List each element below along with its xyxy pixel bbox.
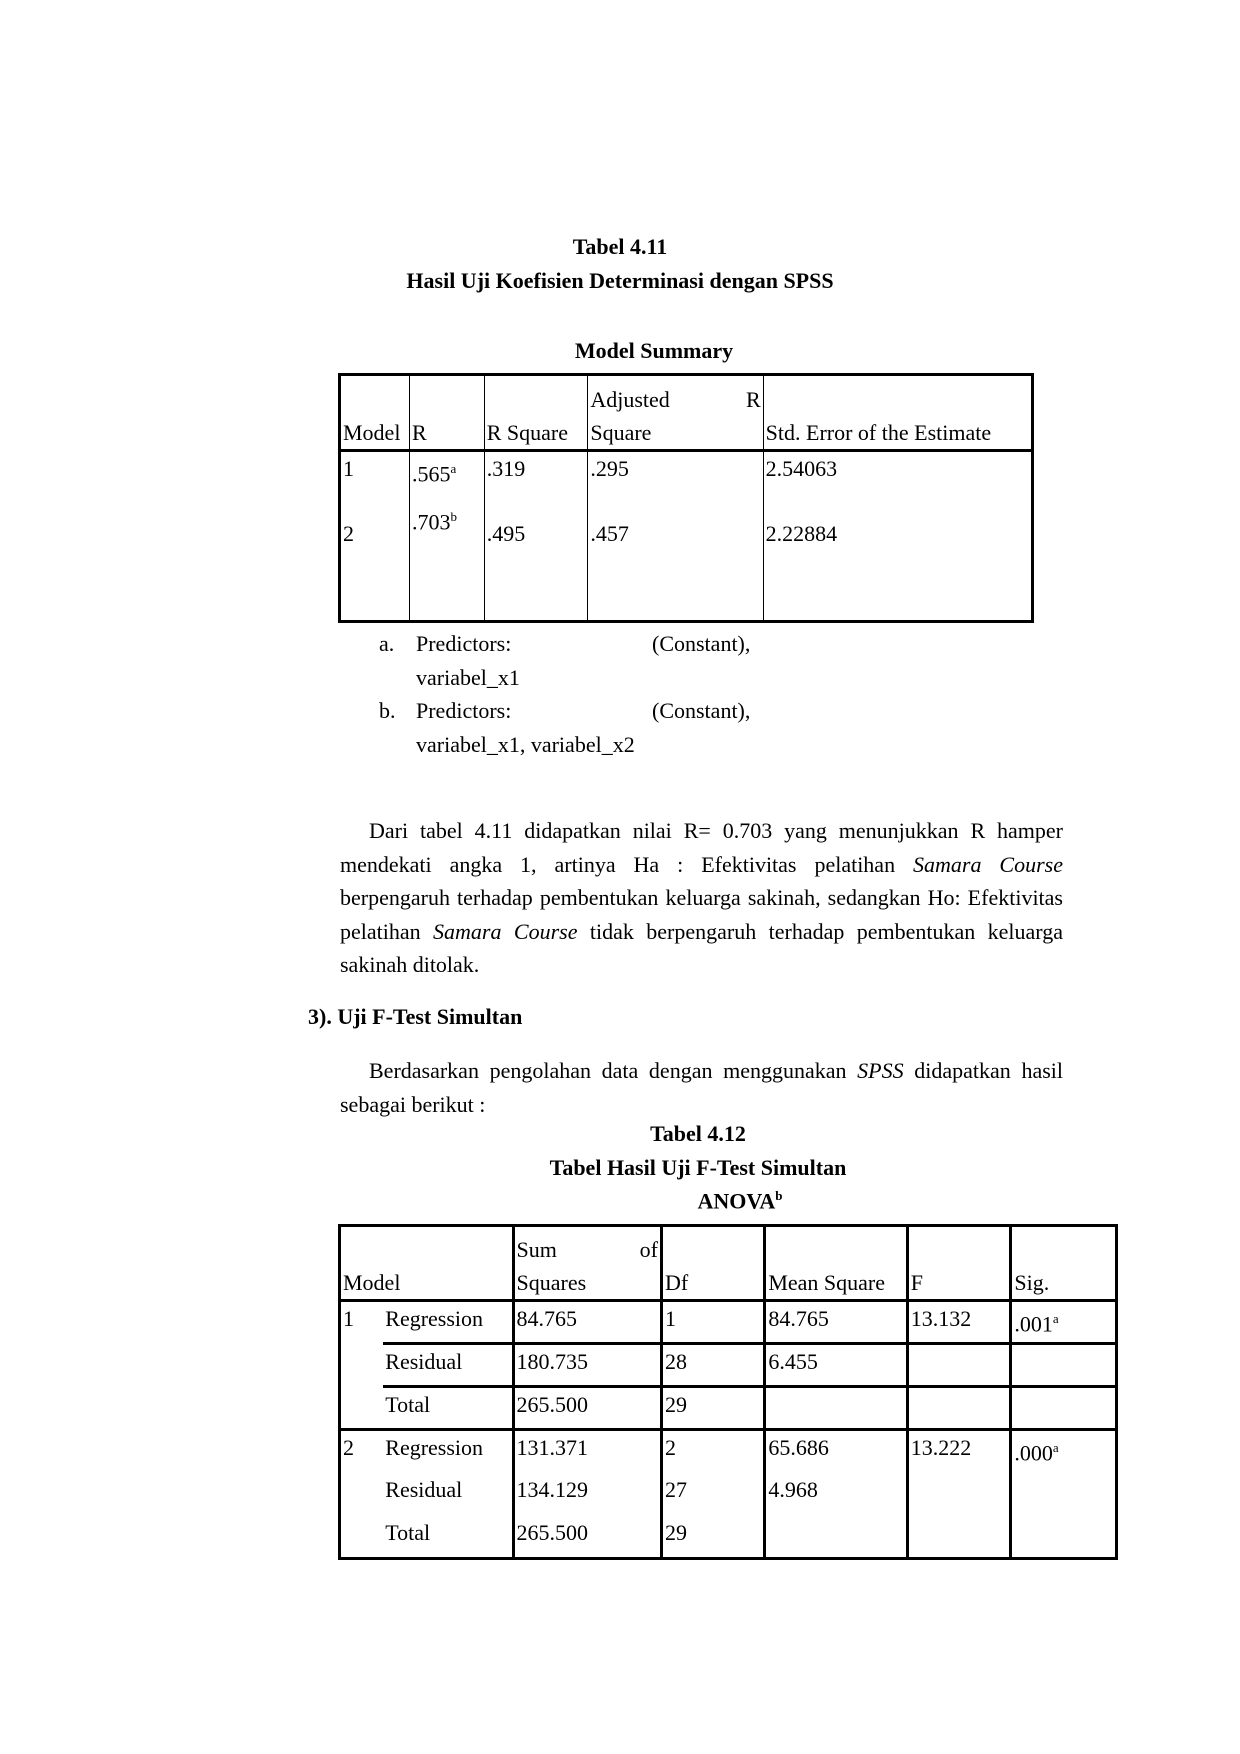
paragraph2-part2: didapatkan hasil sebagai berikut : [340, 1058, 1063, 1117]
anova-table [338, 1224, 1118, 1560]
anova-sig-sup: a [1052, 1311, 1059, 1326]
anova-df: 28 [661, 1344, 764, 1387]
anova-ss: 134.129 [513, 1473, 661, 1516]
anova-ms: 4.968 [765, 1473, 907, 1516]
anova-ms [765, 1387, 907, 1430]
anova-ss: 84.765 [513, 1301, 661, 1344]
header-adjusted-r-square [588, 375, 763, 451]
header-adjusted-word: Adjusted [590, 387, 670, 412]
anova-f: 13.222 [907, 1430, 1011, 1473]
anova-ss: 131.371 [513, 1430, 661, 1473]
row1-r-square: .319 [484, 451, 588, 500]
anova-header-f: F [907, 1226, 1011, 1301]
anova-header-model: Model [340, 1226, 514, 1301]
row1-model: 1 [340, 451, 410, 500]
row1-adjusted: .295 [588, 451, 763, 500]
row2-r-sup: b [450, 508, 457, 524]
anova-sig-value: .001 [1014, 1311, 1053, 1337]
anova-header-sig: Sig. [1014, 1270, 1050, 1295]
paragraph1-emphasis1: Samara Course [913, 851, 1063, 877]
anova-row-m1-regression [340, 1301, 1117, 1344]
anova-ss: 265.500 [513, 1387, 661, 1430]
paragraph2-emphasis: SPSS [857, 1058, 904, 1083]
anova-ms: 84.765 [765, 1301, 907, 1344]
row1-r-value: .565 [411, 461, 451, 487]
anova-source: Residual [383, 1473, 513, 1516]
header-model: Model [340, 375, 410, 451]
anova-source: Total [383, 1516, 513, 1559]
note-a-constant: (Constant), [652, 631, 751, 656]
header-std-error: Std. Error of the Estimate [765, 420, 992, 445]
anova-ss: 265.500 [513, 1516, 661, 1559]
anova-ms [765, 1516, 907, 1559]
anova-title [120, 1188, 1240, 1214]
anova-sig [1011, 1301, 1117, 1344]
anova-sig [1011, 1516, 1117, 1559]
model-summary-table [338, 373, 1034, 623]
row2-adjusted: .457 [588, 500, 763, 622]
header-adjusted-r: R [745, 387, 761, 412]
anova-row-m2-total [340, 1516, 1117, 1559]
note-a-predictors: Predictors: [416, 631, 512, 656]
row1-r [409, 451, 484, 500]
anova-df: 29 [661, 1516, 764, 1559]
anova-sig [1011, 1344, 1117, 1387]
note-b-marker: b. [379, 698, 396, 723]
anova-f [907, 1473, 1011, 1516]
anova-source: Regression [383, 1301, 513, 1344]
paragraph1-part3: tidak berpengaruh terhadap pembentukan keluarga sakinah ditolak. [340, 918, 1063, 977]
paragraph1-part1: Dari tabel 4.11 didapatkan nilai R= 0.703 yang menunjukkan R hamper mendekati angka 1, artinya Ha : Efektivitas pelatihan [340, 818, 1063, 877]
paragraph1-part2: berpengaruh terhadap pembentukan keluarga sakinah, sedangkan Ho: Efektivitas pelatihan [340, 885, 1063, 944]
model-summary-row-2 [340, 500, 1033, 622]
header-r: R [409, 375, 484, 451]
anova-header-df: Df [661, 1226, 764, 1301]
row2-r-value: .703 [411, 508, 451, 534]
anova-header-sum: Sum [516, 1237, 557, 1262]
anova-row-m2-regression [340, 1430, 1117, 1473]
anova-f: 13.132 [907, 1301, 1011, 1344]
row2-model: 2 [340, 500, 410, 622]
anova-header-mean-square: Mean Square [765, 1226, 907, 1301]
anova-df: 1 [661, 1301, 764, 1344]
note-b-predictors: Predictors: [416, 698, 512, 723]
anova-model-2: 2 [343, 1435, 354, 1460]
anova-model-1: 1 [343, 1306, 354, 1331]
table-4-11-label: Tabel 4.11 [572, 234, 668, 259]
anova-header-row [340, 1226, 1117, 1301]
table-4-12-title: Tabel Hasil Uji F-Test Simultan [549, 1155, 847, 1180]
anova-f [907, 1344, 1011, 1387]
anova-source: Total [383, 1387, 513, 1430]
note-a-variables: variabel_x1 [416, 665, 520, 690]
row1-r-sup: a [450, 461, 457, 476]
anova-header-of: of [639, 1237, 658, 1262]
anova-ms: 6.455 [765, 1344, 907, 1387]
row1-std-error: 2.54063 [765, 456, 838, 481]
anova-header-squares: Squares [516, 1270, 587, 1295]
section-heading-f-test: 3). Uji F-Test Simultan [308, 1004, 523, 1029]
header-r-square: R Square [484, 375, 588, 451]
anova-f [907, 1387, 1011, 1430]
anova-row-m2-residual [340, 1473, 1117, 1516]
anova-df: 2 [661, 1430, 764, 1473]
anova-sig [1011, 1387, 1117, 1430]
anova-df: 29 [661, 1387, 764, 1430]
anova-df: 27 [661, 1473, 764, 1516]
anova-sig-sup: a [1052, 1440, 1059, 1455]
anova-title-sup: b [775, 1188, 783, 1203]
anova-source: Residual [383, 1344, 513, 1387]
anova-ms: 65.686 [765, 1430, 907, 1473]
paragraph-spss-intro [340, 1054, 1063, 1121]
note-b-constant: (Constant), [652, 698, 751, 723]
anova-sig-value: .000 [1014, 1440, 1053, 1466]
anova-row-m1-residual [340, 1344, 1117, 1387]
anova-header-sum-of-squares [513, 1226, 661, 1301]
model-summary-title: Model Summary [574, 338, 734, 363]
table-4-12-label: Tabel 4.12 [650, 1121, 746, 1146]
anova-title-text: ANOVA [697, 1188, 776, 1214]
anova-f [907, 1516, 1011, 1559]
row2-std-error: 2.22884 [765, 520, 838, 546]
anova-source: Regression [383, 1430, 513, 1473]
row2-r-square: .495 [484, 500, 588, 622]
anova-ss: 180.735 [513, 1344, 661, 1387]
model-summary-row-1 [340, 451, 1033, 500]
note-b-variables: variabel_x1, variabel_x2 [416, 732, 635, 757]
paragraph-r-interpretation [340, 814, 1063, 982]
row2-r [409, 500, 484, 622]
header-adjusted-square: Square [590, 420, 652, 445]
table-4-11-title: Hasil Uji Koefisien Determinasi dengan SPSS [406, 268, 834, 293]
paragraph2-part1: Berdasarkan pengolahan data dengan menggunakan [369, 1058, 858, 1083]
paragraph1-emphasis2: Samara Course [433, 918, 578, 944]
model-summary-header-row [340, 375, 1033, 451]
anova-sig [1011, 1430, 1117, 1473]
anova-row-m1-total [340, 1387, 1117, 1430]
anova-sig [1011, 1473, 1117, 1516]
note-a-marker: a. [379, 631, 395, 656]
